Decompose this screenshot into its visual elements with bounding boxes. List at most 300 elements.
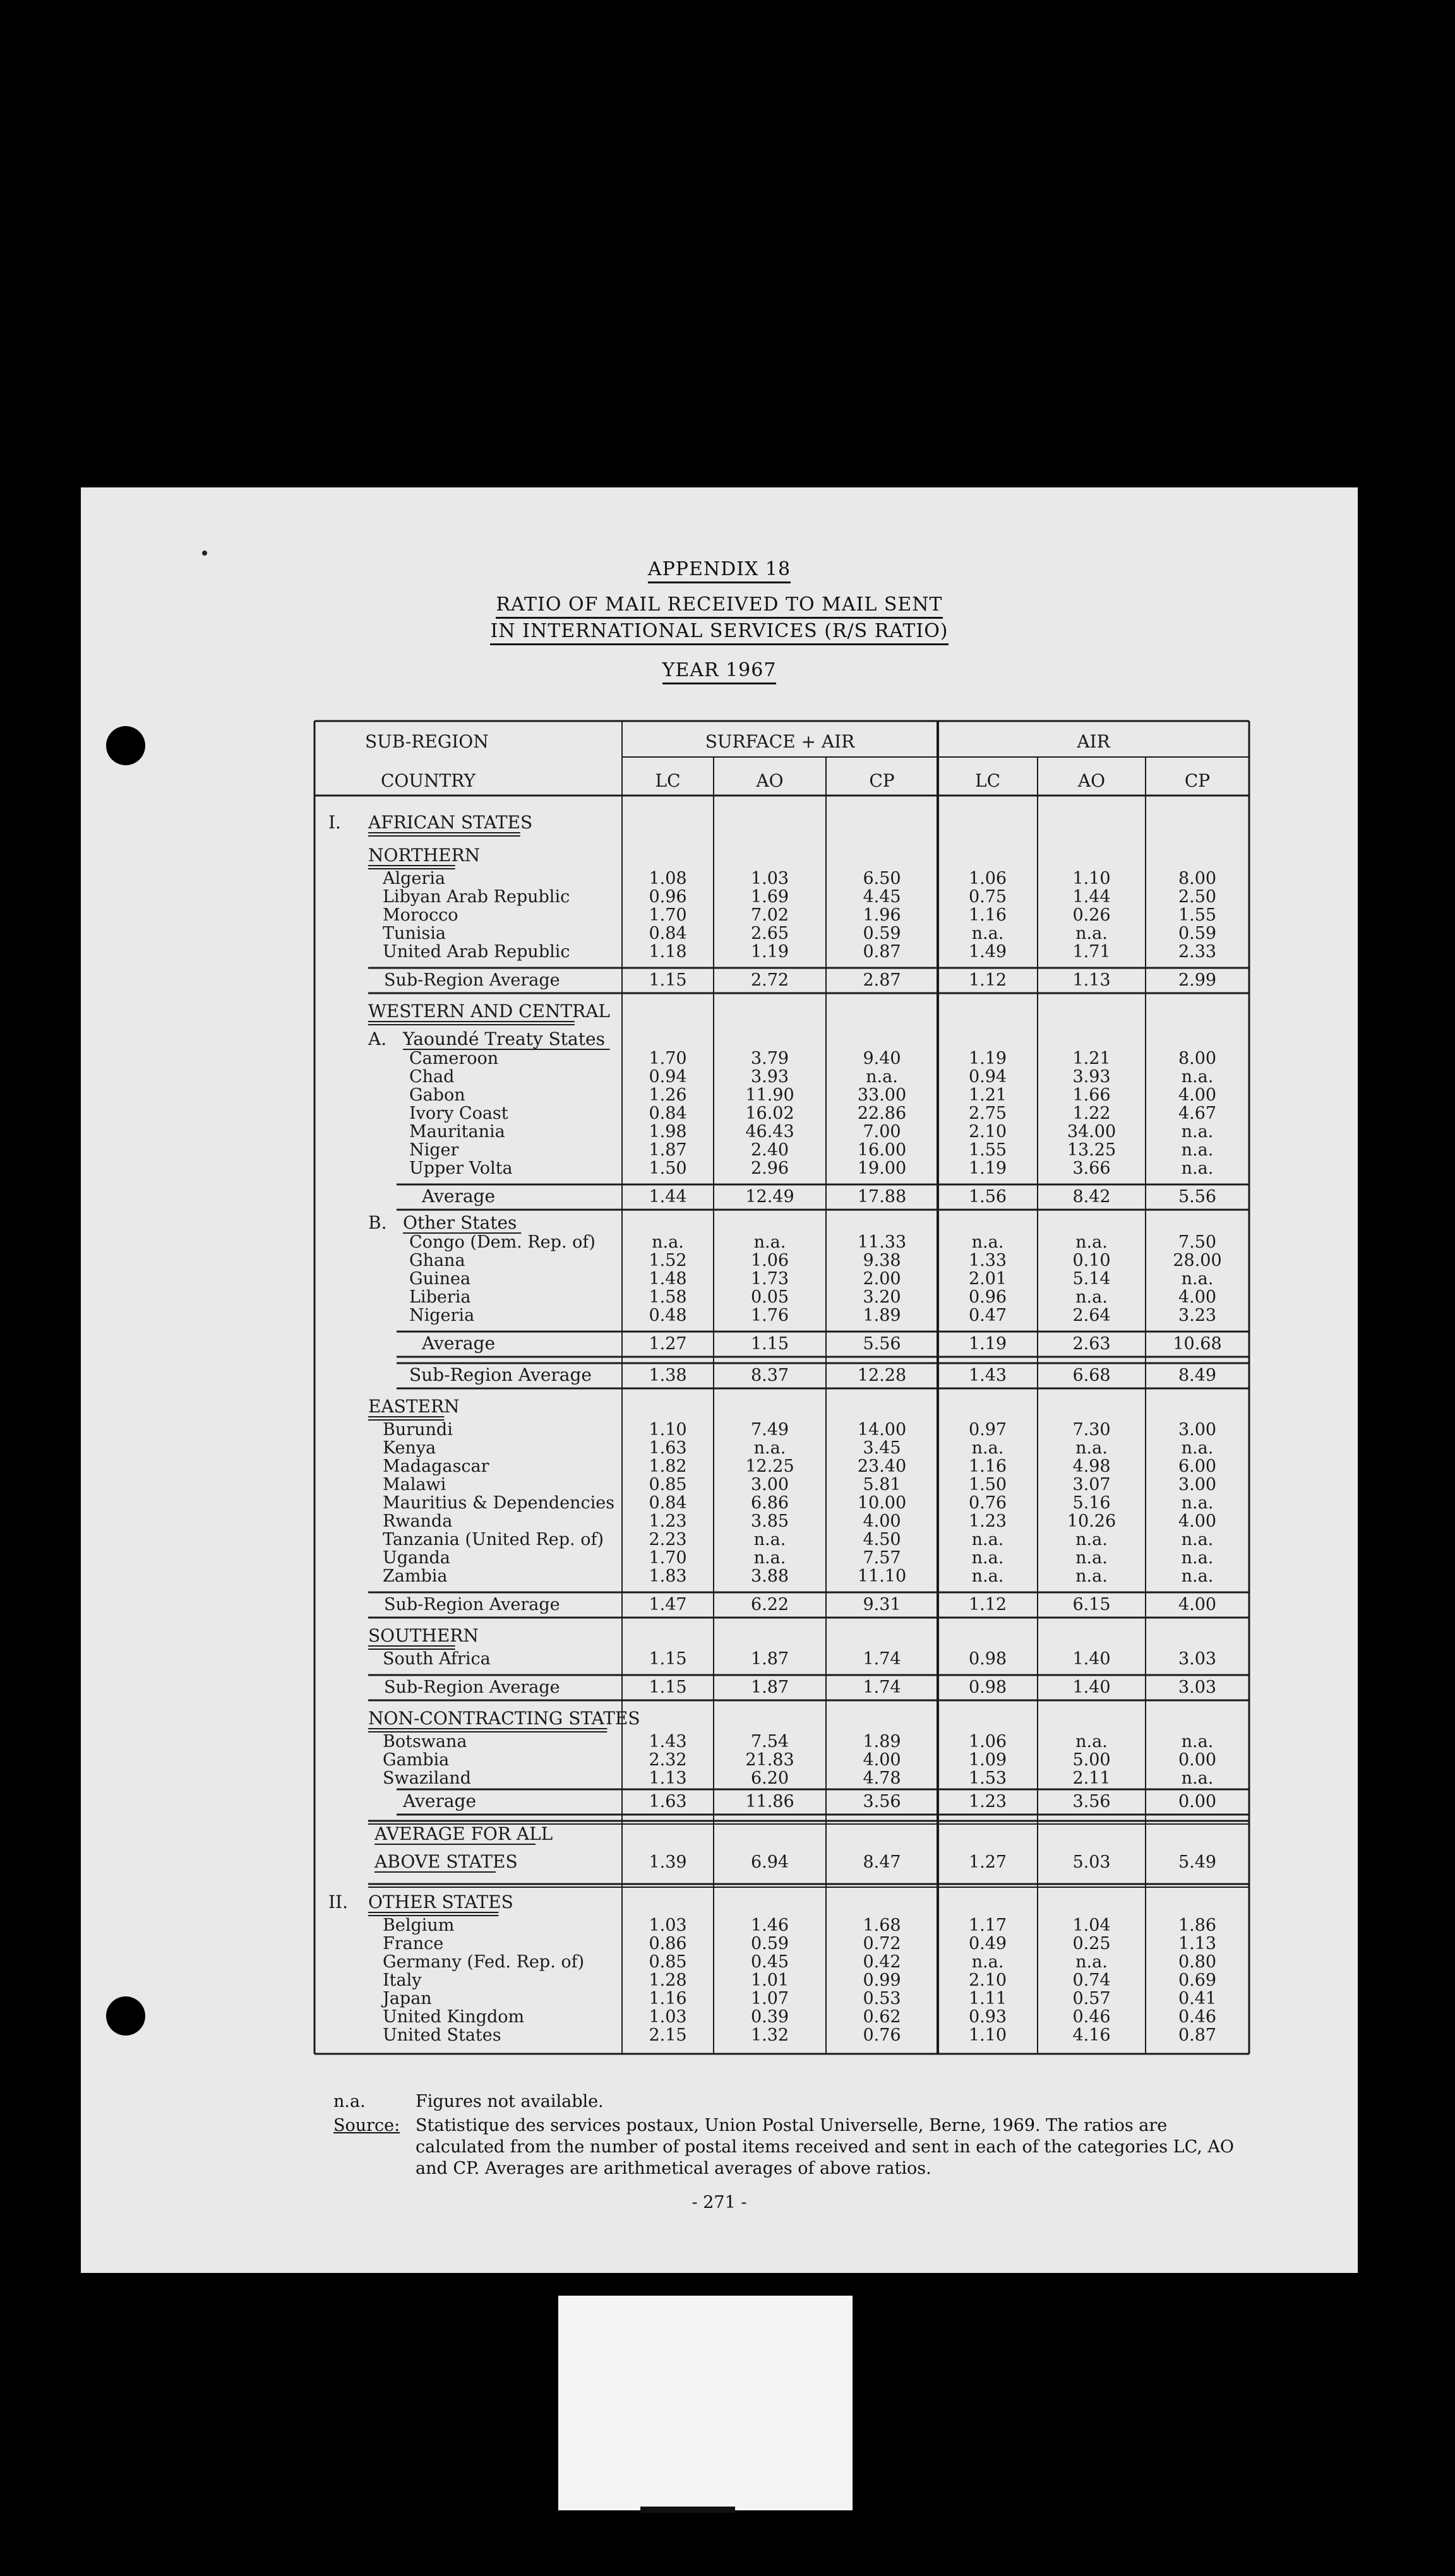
country-row-val-0: 1.70 — [649, 905, 687, 925]
country-row-val-0: 1.87 — [649, 1140, 687, 1160]
average-row-val-2: 17.88 — [857, 1187, 907, 1207]
country-row-val-2: 3.20 — [863, 1287, 901, 1307]
country-label: Malawi — [383, 1475, 446, 1494]
country-row-val-3: 1.19 — [968, 1049, 1007, 1068]
country-row-val-4: n.a. — [1075, 1732, 1108, 1751]
country-row-val-1: 21.83 — [745, 1750, 794, 1770]
country-row-val-3: 0.75 — [968, 887, 1007, 907]
country-row-val-4: 1.66 — [1072, 1085, 1111, 1105]
country-row-val-3: 2.10 — [968, 1122, 1007, 1142]
country-row-val-3: 1.16 — [968, 905, 1007, 925]
country-row-val-2: 4.00 — [863, 1512, 901, 1531]
country-row-val-4: 3.93 — [1072, 1067, 1111, 1087]
country-row-val-5: 0.80 — [1178, 1952, 1217, 1972]
country-row-val-3: 1.06 — [968, 1732, 1007, 1751]
country-row-val-1: 11.90 — [745, 1085, 794, 1105]
country-row-val-0: 1.48 — [649, 1269, 687, 1289]
country-row-val-1: 2.65 — [750, 924, 789, 943]
country-row-val-2: 22.86 — [857, 1104, 907, 1123]
country-row-val-1: 1.69 — [750, 887, 789, 907]
country-row-val-4: 0.74 — [1072, 1971, 1111, 1990]
country-row-val-5: 4.67 — [1178, 1104, 1217, 1123]
country-row-val-3: 0.94 — [968, 1067, 1007, 1087]
country-label: Mauritius & Dependencies — [383, 1493, 615, 1513]
country-label: Italy — [383, 1971, 422, 1990]
footnote-na-key: n.a. — [333, 2092, 366, 2111]
country-label: Ghana — [409, 1251, 465, 1270]
average-row-val-1: 1.15 — [750, 1334, 789, 1354]
country-row-val-0: 1.18 — [649, 942, 687, 962]
country-row-val-5: n.a. — [1181, 1566, 1214, 1586]
average-row-val-0: 1.63 — [649, 1792, 687, 1811]
country-row-val-2: 9.38 — [863, 1251, 901, 1270]
roman-numeral: II. — [328, 1892, 349, 1912]
average-row-val-5: 3.03 — [1178, 1678, 1217, 1697]
country-row-val-0: 2.23 — [649, 1530, 687, 1549]
country-row-val-5: n.a. — [1181, 1438, 1214, 1458]
country-row-val-3: 1.19 — [968, 1159, 1007, 1178]
country-label: Gabon — [409, 1085, 465, 1105]
country-row-val-4: 1.44 — [1072, 887, 1111, 907]
country-row-val-2: 2.00 — [863, 1269, 901, 1289]
country-label: Japan — [383, 1989, 432, 2008]
page-number: - 271 - — [692, 2193, 747, 2212]
country-row-val-0: 2.15 — [649, 2025, 687, 2045]
country-row-val-5: 4.00 — [1178, 1512, 1217, 1531]
source-label: Source: — [333, 2116, 400, 2135]
country-label: Nigeria — [409, 1306, 475, 1325]
country-row-val-4: 5.14 — [1072, 1269, 1111, 1289]
country-row-val-5: 0.69 — [1178, 1971, 1217, 1990]
country-row-val-0: 2.32 — [649, 1750, 687, 1770]
country-row-val-0: 0.85 — [649, 1475, 687, 1494]
country-label: Rwanda — [383, 1512, 453, 1531]
country-row-val-2: 0.76 — [863, 2025, 901, 2045]
country-row-val-1: 1.76 — [750, 1306, 789, 1325]
country-label: South Africa — [383, 1649, 491, 1669]
country-row-val-1: 1.73 — [750, 1269, 789, 1289]
country-row-val-1: 0.39 — [750, 2007, 789, 2027]
country-label: Morocco — [383, 905, 458, 925]
country-row-val-2: 0.42 — [863, 1952, 901, 1972]
country-row-val-3: n.a. — [971, 1548, 1004, 1568]
country-row-val-1: 2.96 — [750, 1159, 789, 1178]
country-row-val-0: 1.23 — [649, 1512, 687, 1531]
country-row-val-4: 4.16 — [1072, 2025, 1111, 2045]
average-row-val-0: 1.44 — [649, 1187, 687, 1207]
average-row-val-5: 0.00 — [1178, 1792, 1217, 1811]
average-row-val-2: 5.56 — [863, 1334, 901, 1354]
country-row-val-5: 2.33 — [1178, 942, 1217, 962]
country-row-val-0: 1.26 — [649, 1085, 687, 1105]
country-row-val-0: 0.84 — [649, 1493, 687, 1513]
country-row-val-3: 0.93 — [968, 2007, 1007, 2027]
country-row-val-5: 1.55 — [1178, 905, 1217, 925]
country-row-val-4: n.a. — [1075, 1232, 1108, 1252]
year-label: YEAR 1967 — [81, 659, 1358, 681]
country-row-val-2: 4.00 — [863, 1750, 901, 1770]
country-row-val-1: 6.20 — [750, 1768, 789, 1788]
country-row-val-3: 2.01 — [968, 1269, 1007, 1289]
country-row-val-0: 1.03 — [649, 1916, 687, 1935]
country-row-val-2: 0.72 — [863, 1934, 901, 1953]
country-row-val-5: 1.86 — [1178, 1916, 1217, 1935]
country-row-val-2: 14.00 — [857, 1420, 907, 1440]
country-row-val-5: n.a. — [1181, 1732, 1214, 1751]
average-row-val-4: 8.42 — [1072, 1187, 1111, 1207]
country-row-val-1: 46.43 — [745, 1122, 794, 1142]
country-row-val-1: n.a. — [753, 1438, 786, 1458]
country-row-val-3: 0.98 — [968, 1649, 1007, 1669]
country-row-val-1: n.a. — [753, 1548, 786, 1568]
country-row-val-0: 1.50 — [649, 1159, 687, 1178]
average-row-val-4: 6.68 — [1072, 1366, 1111, 1385]
grand-average-row-val-1: 6.94 — [750, 1852, 789, 1872]
country-row-val-5: n.a. — [1181, 1122, 1214, 1142]
country-row-val-2: 9.40 — [863, 1049, 901, 1068]
average-row-val-5: 5.56 — [1178, 1187, 1217, 1207]
country-label: Chad — [409, 1067, 455, 1087]
country-label: United States — [383, 2025, 501, 2045]
country-row-val-4: 0.10 — [1072, 1251, 1111, 1270]
country-row-val-5: 2.50 — [1178, 887, 1217, 907]
country-row-val-4: 2.11 — [1072, 1768, 1111, 1788]
country-row-val-4: 1.04 — [1072, 1916, 1111, 1935]
country-row-val-4: 1.22 — [1072, 1104, 1111, 1123]
footnote-na — [333, 2091, 604, 2113]
section-heading: WESTERN AND CENTRAL — [368, 1001, 611, 1022]
country-row-val-3: n.a. — [971, 1952, 1004, 1972]
header-col-ao: AO — [756, 770, 784, 791]
country-row-val-4: 7.30 — [1072, 1420, 1111, 1440]
country-row-val-5: 8.00 — [1178, 869, 1217, 888]
country-row-val-3: 1.53 — [968, 1768, 1007, 1788]
country-label: Mauritania — [409, 1122, 505, 1142]
country-row-val-2: 11.33 — [857, 1232, 907, 1252]
average-label: Sub-Region Average — [384, 970, 560, 990]
country-row-val-2: 19.00 — [857, 1159, 907, 1178]
section-heading: AFRICAN STATES — [368, 812, 533, 833]
country-row-val-1: 1.06 — [750, 1251, 789, 1270]
country-label: Libyan Arab Republic — [383, 887, 570, 907]
country-row-val-4: 0.25 — [1072, 1934, 1111, 1953]
country-row-val-3: n.a. — [971, 924, 1004, 943]
country-row-val-5: n.a. — [1181, 1493, 1214, 1513]
country-label: Liberia — [409, 1287, 471, 1307]
country-row-val-2: 1.68 — [863, 1916, 901, 1935]
country-row-val-5: 3.00 — [1178, 1420, 1217, 1440]
country-row-val-5: 0.87 — [1178, 2025, 1217, 2045]
country-row-val-1: 7.49 — [750, 1420, 789, 1440]
country-row-val-2: 0.53 — [863, 1989, 901, 2008]
country-row-val-5: 3.03 — [1178, 1649, 1217, 1669]
country-row-val-2: 0.62 — [863, 2007, 901, 2027]
country-row-val-3: 1.10 — [968, 2025, 1007, 2045]
country-row-val-5: 28.00 — [1173, 1251, 1222, 1270]
source-text: Statistique des services postaux, Union Postal Universelle, Berne, 1969. The ratios are calculated from the number of postal items received and sent in each of the categories LC, AO and CP. Averages are arithmetical averages of above ratios. — [416, 2116, 1235, 2178]
country-row-val-4: n.a. — [1075, 1952, 1108, 1972]
country-label: Germany (Fed. Rep. of) — [383, 1952, 585, 1972]
country-label: Upper Volta — [409, 1159, 513, 1178]
average-row-val-1: 8.37 — [750, 1366, 789, 1385]
average-row-val-0: 1.27 — [649, 1334, 687, 1354]
country-row-val-1: 0.45 — [750, 1952, 789, 1972]
grand-average-row-val-3: 1.27 — [968, 1852, 1007, 1872]
country-row-val-1: 3.85 — [750, 1512, 789, 1531]
country-row-val-0: 1.70 — [649, 1548, 687, 1568]
ratio-table — [81, 487, 1358, 2273]
country-row-val-0: 1.03 — [649, 2007, 687, 2027]
header-col-cp: CP — [869, 770, 895, 791]
average-row-val-2: 1.74 — [863, 1678, 901, 1697]
country-row-val-3: 1.09 — [968, 1750, 1007, 1770]
average-row-val-0: 1.38 — [649, 1366, 687, 1385]
country-row-val-2: 4.45 — [863, 887, 901, 907]
header-col-cp: CP — [1184, 770, 1211, 791]
country-row-val-5: 4.00 — [1178, 1085, 1217, 1105]
country-label: Belgium — [383, 1916, 455, 1935]
country-row-val-2: 1.74 — [863, 1649, 901, 1669]
country-label: Uganda — [383, 1548, 450, 1568]
country-row-val-2: 4.78 — [863, 1768, 901, 1788]
country-row-val-4: 5.16 — [1072, 1493, 1111, 1513]
country-row-val-1: n.a. — [753, 1530, 786, 1549]
country-row-val-1: 1.19 — [750, 942, 789, 962]
country-row-val-1: 0.05 — [750, 1287, 789, 1307]
section-heading: EASTERN — [368, 1396, 460, 1417]
country-row-val-4: n.a. — [1075, 1530, 1108, 1549]
country-row-val-2: 1.89 — [863, 1732, 901, 1751]
country-row-val-2: 0.99 — [863, 1971, 901, 1990]
average-row-val-4: 1.13 — [1072, 970, 1111, 990]
country-row-val-0: 1.08 — [649, 869, 687, 888]
average-row-val-1: 12.49 — [745, 1187, 794, 1207]
country-row-val-5: 0.00 — [1178, 1750, 1217, 1770]
header-subregion: SUB-REGION — [365, 731, 489, 752]
country-row-val-4: 0.26 — [1072, 905, 1111, 925]
average-row-val-0: 1.15 — [649, 970, 687, 990]
grand-average-label-1: AVERAGE FOR ALL — [374, 1823, 553, 1844]
country-row-val-0: 1.58 — [649, 1287, 687, 1307]
average-row-val-0: 1.15 — [649, 1678, 687, 1697]
country-row-val-4: 4.98 — [1072, 1457, 1111, 1476]
country-row-val-4: 5.00 — [1072, 1750, 1111, 1770]
country-row-val-0: 1.83 — [649, 1566, 687, 1586]
header-col-lc: LC — [655, 770, 681, 791]
country-row-val-4: 3.66 — [1072, 1159, 1111, 1178]
section-heading: NORTHERN — [368, 845, 481, 866]
country-row-val-4: 1.71 — [1072, 942, 1111, 962]
subtitle-line-2: IN INTERNATIONAL SERVICES (R/S RATIO) — [81, 620, 1358, 642]
country-row-val-3: 1.06 — [968, 869, 1007, 888]
country-row-val-1: 1.46 — [750, 1916, 789, 1935]
country-row-val-2: 10.00 — [857, 1493, 907, 1513]
average-row-val-2: 12.28 — [857, 1366, 907, 1385]
country-label: Congo (Dem. Rep. of) — [409, 1232, 596, 1252]
country-row-val-0: 1.15 — [649, 1649, 687, 1669]
country-row-val-5: n.a. — [1181, 1140, 1214, 1160]
country-row-val-1: 3.79 — [750, 1049, 789, 1068]
country-row-val-3: 2.10 — [968, 1971, 1007, 1990]
country-label: United Arab Republic — [383, 942, 570, 962]
country-label: Tunisia — [383, 924, 446, 943]
country-row-val-1: 1.87 — [750, 1649, 789, 1669]
country-row-val-5: n.a. — [1181, 1269, 1214, 1289]
country-label: Niger — [409, 1140, 459, 1160]
average-row-val-5: 2.99 — [1178, 970, 1217, 990]
country-label: Swaziland — [383, 1768, 471, 1788]
average-row-val-5: 4.00 — [1178, 1595, 1217, 1614]
country-row-val-3: 0.96 — [968, 1287, 1007, 1307]
country-row-val-3: 1.55 — [968, 1140, 1007, 1160]
average-label: Sub-Region Average — [384, 1595, 560, 1614]
country-row-val-4: 13.25 — [1067, 1140, 1117, 1160]
country-row-val-1: 3.88 — [750, 1566, 789, 1586]
country-row-val-3: n.a. — [971, 1566, 1004, 1586]
country-row-val-2: 1.96 — [863, 905, 901, 925]
country-row-val-4: 2.64 — [1072, 1306, 1111, 1325]
country-row-val-1: 3.00 — [750, 1475, 789, 1494]
country-row-val-4: n.a. — [1075, 1548, 1108, 1568]
document-page — [81, 487, 1358, 2273]
country-row-val-0: 1.82 — [649, 1457, 687, 1476]
country-row-val-4: 1.21 — [1072, 1049, 1111, 1068]
country-row-val-0: 0.85 — [649, 1952, 687, 1972]
grand-average-label-2: ABOVE STATES — [374, 1851, 518, 1872]
header-country: COUNTRY — [381, 770, 476, 791]
subsection-heading: Other States — [403, 1212, 517, 1233]
average-row-val-4: 3.56 — [1072, 1792, 1111, 1811]
country-row-val-4: 1.40 — [1072, 1649, 1111, 1669]
country-row-val-1: 7.54 — [750, 1732, 789, 1751]
average-row-val-3: 0.98 — [968, 1678, 1007, 1697]
country-row-val-1: 1.32 — [750, 2025, 789, 2045]
grand-average-row-val-2: 8.47 — [863, 1852, 901, 1872]
average-row-val-5: 10.68 — [1173, 1334, 1222, 1354]
grand-average-row-val-5: 5.49 — [1178, 1852, 1217, 1872]
average-row-val-4: 2.63 — [1072, 1334, 1111, 1354]
country-row-val-3: 2.75 — [968, 1104, 1007, 1123]
country-row-val-5: 3.00 — [1178, 1475, 1217, 1494]
country-row-val-1: 7.02 — [750, 905, 789, 925]
roman-numeral: I. — [328, 812, 341, 833]
country-row-val-2: 3.45 — [863, 1438, 901, 1458]
subtitle-line-1: RATIO OF MAIL RECEIVED TO MAIL SENT — [81, 593, 1358, 616]
country-label: Guinea — [409, 1269, 471, 1289]
country-label: United Kingdom — [383, 2007, 525, 2027]
country-row-val-1: 3.93 — [750, 1067, 789, 1087]
country-row-val-0: 1.63 — [649, 1438, 687, 1458]
country-row-val-0: 0.86 — [649, 1934, 687, 1953]
country-row-val-1: 2.40 — [750, 1140, 789, 1160]
country-row-val-1: 16.02 — [745, 1104, 794, 1123]
country-row-val-4: 0.57 — [1072, 1989, 1111, 2008]
country-row-val-0: 1.10 — [649, 1420, 687, 1440]
country-label: Kenya — [383, 1438, 436, 1458]
country-row-val-2: 23.40 — [857, 1457, 907, 1476]
country-row-val-1: 0.59 — [750, 1934, 789, 1953]
country-row-val-0: 0.96 — [649, 887, 687, 907]
country-row-val-3: 1.23 — [968, 1512, 1007, 1531]
country-row-val-2: 4.50 — [863, 1530, 901, 1549]
country-row-val-2: 7.00 — [863, 1122, 901, 1142]
country-label: Gambia — [383, 1750, 450, 1770]
section-heading: SOUTHERN — [368, 1625, 479, 1646]
average-row-val-3: 1.19 — [968, 1334, 1007, 1354]
country-row-val-3: n.a. — [971, 1438, 1004, 1458]
country-row-val-0: 1.13 — [649, 1768, 687, 1788]
subsection-letter: A. — [368, 1029, 387, 1049]
country-label: Burundi — [383, 1420, 453, 1440]
country-row-val-2: 1.89 — [863, 1306, 901, 1325]
country-row-val-5: 8.00 — [1178, 1049, 1217, 1068]
country-row-val-1: 12.25 — [745, 1457, 794, 1476]
average-row-val-4: 6.15 — [1072, 1595, 1111, 1614]
country-label: Tanzania (United Rep. of) — [383, 1530, 604, 1549]
country-row-val-2: 5.81 — [863, 1475, 901, 1494]
country-row-val-4: n.a. — [1075, 924, 1108, 943]
country-row-val-2: 0.87 — [863, 942, 901, 962]
country-row-val-5: n.a. — [1181, 1530, 1214, 1549]
average-label: Average — [422, 1333, 496, 1354]
country-row-val-5: 3.23 — [1178, 1306, 1217, 1325]
country-row-val-0: 1.70 — [649, 1049, 687, 1068]
country-row-val-3: 1.17 — [968, 1916, 1007, 1935]
country-label: Ivory Coast — [409, 1104, 508, 1123]
header-air: AIR — [1077, 731, 1110, 752]
header-surface-air: SURFACE + AIR — [705, 731, 855, 752]
average-row-val-1: 6.22 — [750, 1595, 789, 1614]
average-label: Average — [422, 1186, 496, 1207]
country-row-val-2: 7.57 — [863, 1548, 901, 1568]
country-row-val-5: n.a. — [1181, 1159, 1214, 1178]
average-row-val-3: 1.23 — [968, 1792, 1007, 1811]
country-row-val-3: 0.76 — [968, 1493, 1007, 1513]
country-label: Cameroon — [409, 1049, 499, 1068]
country-row-val-0: 1.28 — [649, 1971, 687, 1990]
country-row-val-5: 0.59 — [1178, 924, 1217, 943]
country-row-val-5: 0.46 — [1178, 2007, 1217, 2027]
country-row-val-2: n.a. — [866, 1067, 898, 1087]
country-row-val-5: 1.13 — [1178, 1934, 1217, 1953]
country-row-val-3: 1.16 — [968, 1457, 1007, 1476]
country-row-val-1: 1.07 — [750, 1989, 789, 2008]
country-row-val-5: 4.00 — [1178, 1287, 1217, 1307]
average-row-val-2: 3.56 — [863, 1792, 901, 1811]
country-row-val-5: n.a. — [1181, 1067, 1214, 1087]
country-row-val-0: 0.94 — [649, 1067, 687, 1087]
country-row-val-4: n.a. — [1075, 1438, 1108, 1458]
country-row-val-3: 1.50 — [968, 1475, 1007, 1494]
country-label: France — [383, 1934, 444, 1953]
section-heading: OTHER STATES — [368, 1892, 513, 1912]
blank-card — [558, 2296, 853, 2510]
country-row-val-0: 0.84 — [649, 1104, 687, 1123]
country-row-val-4: n.a. — [1075, 1566, 1108, 1586]
country-row-val-4: 1.10 — [1072, 869, 1111, 888]
country-row-val-2: 16.00 — [857, 1140, 907, 1160]
appendix-title: APPENDIX 18 — [81, 558, 1358, 580]
country-row-val-2: 0.59 — [863, 924, 901, 943]
country-row-val-0: 0.48 — [649, 1306, 687, 1325]
country-row-val-3: 0.47 — [968, 1306, 1007, 1325]
country-row-val-5: n.a. — [1181, 1548, 1214, 1568]
country-row-val-3: 1.33 — [968, 1251, 1007, 1270]
country-row-val-2: 11.10 — [857, 1566, 907, 1586]
average-row-val-0: 1.47 — [649, 1595, 687, 1614]
average-row-val-1: 2.72 — [750, 970, 789, 990]
country-row-val-1: 1.01 — [750, 1971, 789, 1990]
